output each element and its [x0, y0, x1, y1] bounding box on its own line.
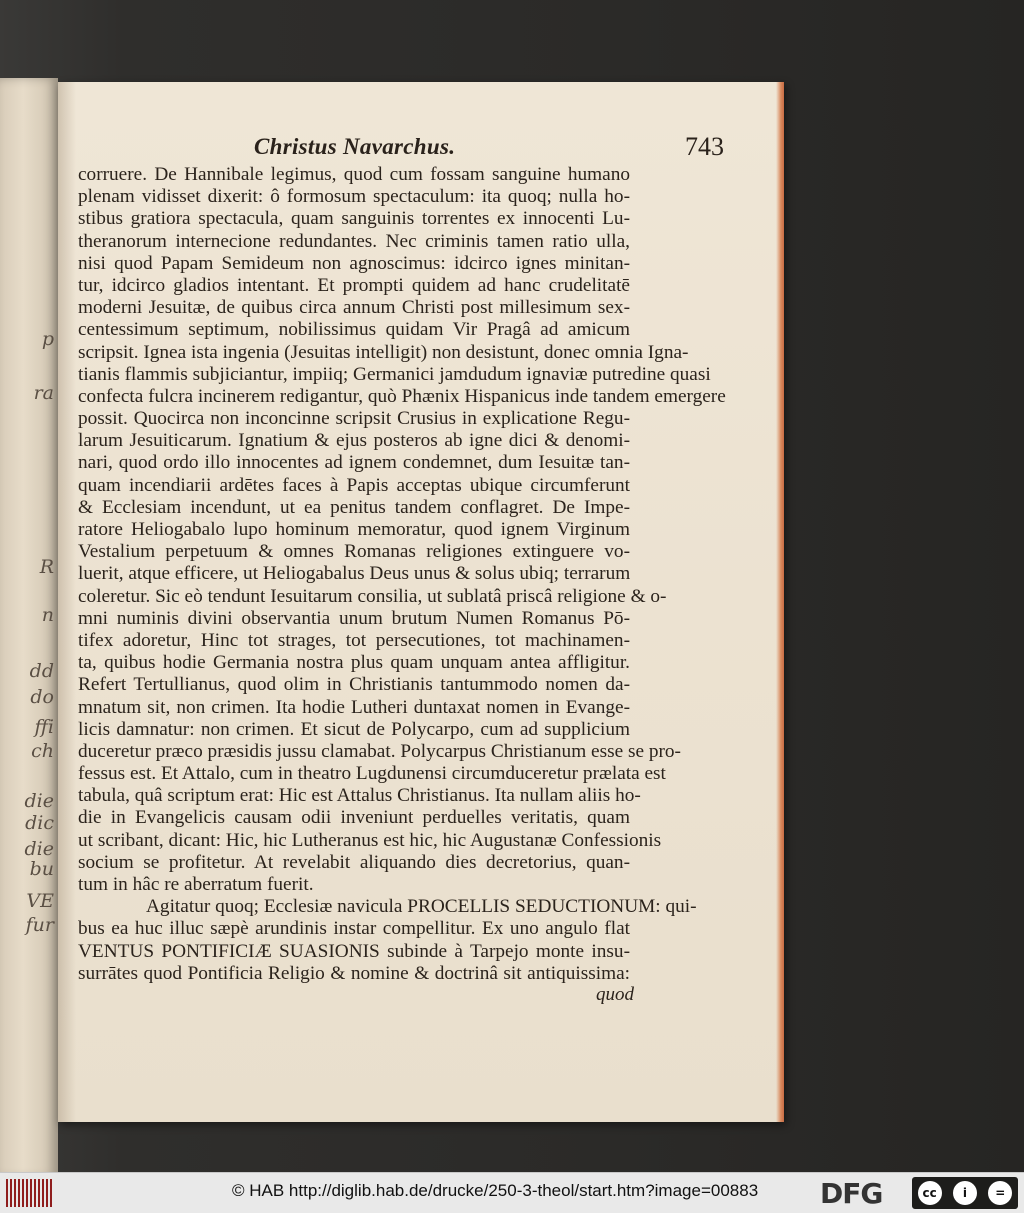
prev-page-fragment: n: [41, 604, 54, 626]
text-line: Vestalium perpetuum & omnes Romanas religiones extinguere vo-: [78, 541, 630, 563]
text-line: ut scribant, dicant: Hic, hic Lutheranus est hic, hic Augustanæ Confessionis: [78, 829, 662, 851]
cc-license-badge[interactable]: [912, 1177, 1018, 1209]
text-line: Agitatur quoq; Ecclesiæ navicula PROCELLIS SEDUCTIONUM: qui-: [146, 896, 697, 918]
cc-icon: cc: [918, 1181, 942, 1205]
text-line: quam incendiarii ardētes faces à Papis acceptas ubique circumferunt: [78, 474, 630, 496]
text-line: bus ea huc illuc sæpè arundinis instar compellitur. Ex uno angulo flat: [78, 918, 630, 940]
text-line: mni numinis divini observantia unum brutum Numen Romanus Pō-: [78, 607, 630, 629]
prev-page-fragment: dic: [25, 812, 54, 834]
text-line: luerit, atque efficere, ut Heliogabalus Deus unus & solus ubiq; terrarum: [78, 563, 631, 585]
text-line: & Ecclesiam incendunt, ut ea penitus tandem conflagret. De Impe-: [78, 496, 630, 518]
text-line: Refert Tertullianus, quod olim in Christianis tantummodo nomen da-: [78, 674, 630, 696]
running-title: Christus Navarchus.: [254, 134, 456, 159]
text-line: mnatum sit, non crimen. Ita hodie Lutheri duntaxat nomen in Evange-: [78, 696, 630, 718]
text-line: theranorum internecione redundantes. Nec criminis tamen ratio ulla,: [78, 230, 630, 252]
text-line: tabula, quâ scriptum erat: Hic est Attalus Christianus. Ita nullam aliis ho-: [78, 785, 641, 807]
text-line: coleretur. Sic eò tendunt Iesuitarum consilia, ut sublatâ priscâ religione & o-: [78, 585, 667, 607]
text-line: ta, quibus hodie Germania nostra plus quam unquam antea affligitur.: [78, 652, 630, 674]
text-line: tur, idcirco gladios intentant. Et prompti quidem ad hanc crudelitatē: [78, 274, 630, 296]
text-line: larum Jesuiticarum. Ignatium & ejus posteros ab igne dici & denomi-: [78, 430, 630, 452]
text-line: tum in hâc re aberratum fuerit.: [78, 874, 314, 895]
prev-page-fragment: do: [30, 686, 54, 708]
text-line: nari, quod ordo illo innocentes ad ignem condemnet, dum Iesuitæ tan-: [78, 452, 630, 474]
prev-page-fragment: ra: [33, 382, 54, 404]
prev-page-fragment: ffi: [34, 716, 54, 738]
text-line: die in Evangelicis causam odii inveniunt perduelles veritatis, quam: [78, 807, 630, 829]
hab-logo-icon[interactable]: [6, 1179, 52, 1207]
prev-page-fragment: R: [39, 556, 54, 578]
prev-page-fragment: die: [24, 790, 54, 812]
text-line: tianis flammis subjiciantur, impiiq; Germanici jamdudum ignaviæ putredine quasi: [78, 363, 711, 385]
previous-page-edge: [0, 78, 58, 1178]
prev-page-fragment: fur: [25, 914, 54, 936]
prev-page-fragment: dd: [29, 660, 54, 682]
text-line: centessimum septimum, nobilissimus quidam Vir Pragâ ad amicum: [78, 319, 630, 341]
catchword: quod: [596, 984, 634, 1005]
book-page: [58, 82, 784, 1122]
dfg-logo[interactable]: DFG: [820, 1177, 883, 1210]
text-line: socium se profitetur. At revelabit aliquando dies decretorius, quan-: [78, 851, 630, 873]
text-line: corruere. De Hannibale legimus, quod cum fossam sanguine humano: [78, 164, 630, 185]
text-line: stibus gratiora spectacula, quam sanguinis torrentes ex innocenti Lu-: [78, 208, 630, 230]
attribution-icon: i: [953, 1181, 977, 1205]
prev-page-fragment: p: [41, 328, 54, 350]
text-line: nisi quod Papam Semideum non agnoscimus: idcirco ignes minitan-: [78, 252, 630, 274]
text-line: tifex adoretur, Hinc tot strages, tot persecutiones, tot machinamen-: [78, 629, 630, 651]
text-line: duceretur præco præsidis jussu clamabat. Polycarpus Christianum esse se pro-: [78, 740, 681, 762]
prev-page-fragment: bu: [29, 858, 54, 880]
text-block: [78, 164, 726, 985]
prev-page-fragment: ch: [31, 740, 54, 762]
text-line: confecta fulcra incinerem redigantur, quò Phænix Hispanicus inde tandem emergere: [78, 385, 726, 407]
prev-page-fragment: die: [24, 838, 54, 860]
text-line: VENTUS PONTIFICIÆ SUASIONIS subinde à Tarpejo monte insu-: [78, 940, 630, 962]
share-alike-icon: =: [988, 1181, 1012, 1205]
text-line: plenam vidisset dixerit: ô formosum spectaculum: ita quoq; nulla ho-: [78, 186, 630, 208]
running-head: [254, 134, 724, 168]
copyright-link[interactable]: © HAB http://diglib.hab.de/drucke/250-3-theol/start.htm?image=00883: [232, 1181, 759, 1200]
prev-page-fragment: VE: [26, 890, 54, 912]
text-line: licis damnatur: non crimen. Et sicut de Polycarpo, cum ad supplicium: [78, 718, 630, 740]
footer-bar: [0, 1172, 1024, 1213]
text-line: surrātes quod Pontificia Religio & nomine & doctrinâ sit antiquissima:: [78, 962, 630, 984]
text-line: ratore Heliogabalo lupo hominum memoratur, quod ignem Virginum: [78, 519, 630, 540]
text-line: possit. Quocirca non inconcinne scripsit Crusius in explicatione Regu-: [78, 408, 630, 430]
page-number: 743: [685, 132, 724, 161]
text-line: fessus est. Et Attalo, cum in theatro Lugdunensi circumduceretur prælata est: [78, 763, 666, 785]
text-line: moderni Jesuitæ, de quibus circa annum Christi post millesimum sex-: [78, 297, 630, 319]
text-line: scripsit. Ignea ista ingenia (Jesuitas intelligit) non desistunt, donec omnia Igna-: [78, 341, 689, 363]
